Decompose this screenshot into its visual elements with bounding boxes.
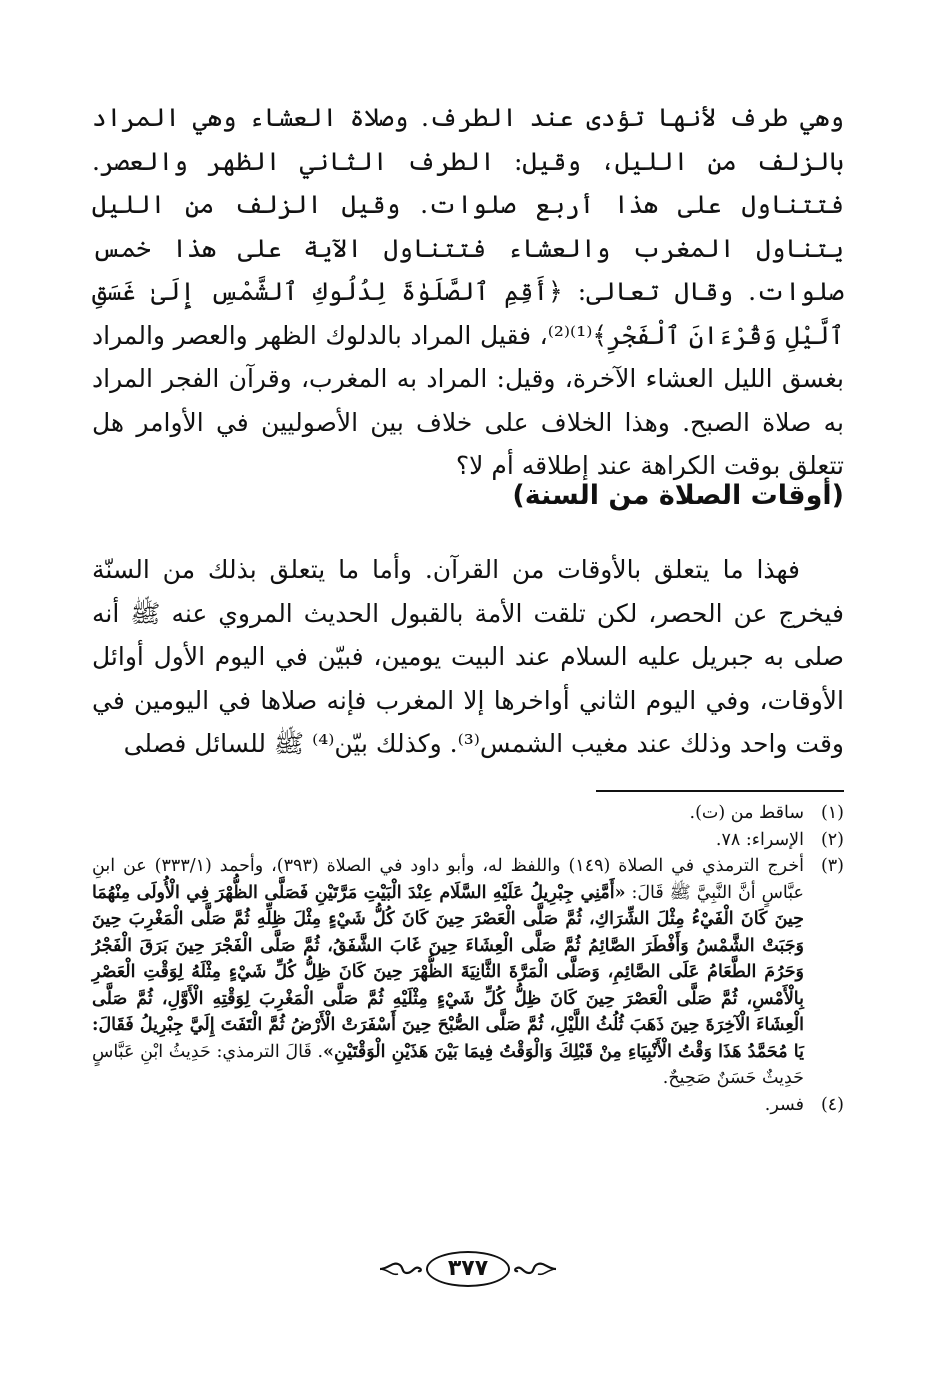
flourish-right-icon [378,1259,422,1279]
page-number-area [0,1244,936,1294]
footnotes-list [92,800,844,1118]
page-number: ٣٧٧ [426,1251,510,1287]
hadith-quote: «أَمَّنِي جِبْرِيلُ عَلَيْهِ السَّلَام عِنْدَ الْبَيْتِ مَرَّتَيْنِ فَصَلَّى الظُّهْرَ فِي الْأُولَى مِنْهُمَا حِينَ كَانَ الْفَيْءُ مِثْلَ الشِّرَاكِ، ثُمَّ صَلَّى الْعَصْرَ حِينَ كَانَ كُلُّ شَيْءٍ مِثْلَ ظِلِّهِ ثُمَّ صَلَّى الْمَغْرِبَ حِينَ وَجَبَتْ الشَّمْسُ وَأَفْطَرَ الصَّائِمُ ثُمَّ صَلَّى الْعِشَاءَ حِينَ غَابَ الشَّفَقُ، ثُمَّ صَلَّى الْفَجْرَ حِينَ بَرَقَ الْفَجْرُ وَحَرُمَ الطَّعَامُ عَلَى الصَّائِمِ، وَصَلَّى الْمَرَّةَ الثَّانِيَةَ الظُّهْرَ حِينَ كَانَ ظِلُّ كُلِّ شَيْءٍ مِثْلَهُ لِوَقْتِ الْعَصْرِ بِالْأَمْسِ، ثُمَّ صَلَّى الْعَصْرَ حِينَ كَانَ ظِلُّ كُلِّ شَيْءٍ مِثْلَيْهِ ثُمَّ صَلَّى الْمَغْرِبَ لِوَقْتِهِ الْأَوَّلِ، ثُمَّ صَلَّى الْعِشَاءَ الْآخِرَةَ حِينَ ذَهَبَ ثُلُثُ اللَّيْلِ، ثُمَّ صَلَّى الصُّبْحَ حِينَ أَسْفَرَتْ الْأَرْضُ ثُمَّ الْتَفَتَ إِلَيَّ جِبْرِيلُ فَقَالَ: يَا مُحَمَّدُ هَذَا وَقْتُ الْأَنْبِيَاءِ مِنْ قَبْلِكَ وَالْوَقْتُ فِيمَا بَيْنَ هَذَيْنِ الْوَقْتَيْنِ» [92,882,804,1062]
page-number-ornament [378,1251,558,1287]
footnote-text-outro: . قَالَ الترمذي: حَدِيثُ ابْنِ عَبَّاسٍ حَدِيثٌ حَسَنٌ صَحِيحٌ. [92,1041,804,1088]
footnote-text: الإسراء: ٧٨. [715,829,804,850]
flourish-left-icon [514,1259,558,1279]
footnote-number: (١) [820,803,844,823]
footnote-item [92,827,844,854]
footnote-number: (٣) [820,856,844,876]
footnote-number: (٢) [820,829,844,850]
footnote-item [92,1092,844,1119]
body-paragraph-2-text: فهذا ما يتعلق بالأوقات من القرآن. وأما ما يتعلق بذلك من السنّة فيخرج عن الحصر، لكن تلقت الأمة بالقبول الحديث المروي عنه ﷺ أنه صلى به جبريل عليه السلام عند البيت يومين، فبيّن في اليوم الأول أوائل الأوقات، وفي اليوم الثاني أواخرها إلا المغرب فإنه صلاها في اليومين في وقت واحد وذلك عند مغيب الشمس⁽³⁾. وكذلك بيّن⁽⁴⁾ ﷺ للسائل فصلى [92,555,844,758]
footnote-item [92,853,844,1092]
body-paragraph-1: وهي طرف لأنها تؤدى عند الطرف. وصلاة العشاء وهي المراد بالزلف من الليل، وقيل: الطرف الثاني الظهر والعصر. فتتناول على هذا أربع صلوات. وقيل الزلف من الليل يتناول المغرب والعشاء فتتناول الآية على هذا خمس صلوات. وقال تعالى: ﴿أَقِمِ ٱلصَّلَوٰةَ لِدُلُوكِ ٱلشَّمْسِ إِلَىٰ غَسَقِ ٱلَّيْلِ وَقُرْءَانَ ٱلْفَجْرِ﴾⁽¹⁾⁽²⁾، فقيل المراد بالدلوك الظهر والعصر والمراد بغسق الليل العشاء الآخرة، وقيل: المراد به المغرب، وقرآن الفجر المراد به صلاة الصبح. وهذا الخلاف على خلاف بين الأصوليين في الأوامر هل تتعلق بوقت الكراهة عند إطلاقه أم لا؟ [92,103,845,480]
footnote-divider [596,790,844,792]
footnote-text: ساقط من (ت). [689,803,804,823]
footnote-text: فسر. [764,1094,804,1115]
body-paragraph-2 [92,548,844,766]
section-heading: (أوقات الصلاة من السنة) [512,480,844,511]
footnote-text-intro: أخرج الترمذي في الصلاة (١٤٩) واللفظ له، وأبو داود في الصلاة (٣٩٣)، وأحمد (٣٣٣/١) عن ابنِ عبَّاسٍ أنَّ النَّبِيَّ ﷺ قَالَ: [92,856,804,903]
footnote-item [92,800,844,827]
footnote-number: (٤) [820,1094,844,1115]
